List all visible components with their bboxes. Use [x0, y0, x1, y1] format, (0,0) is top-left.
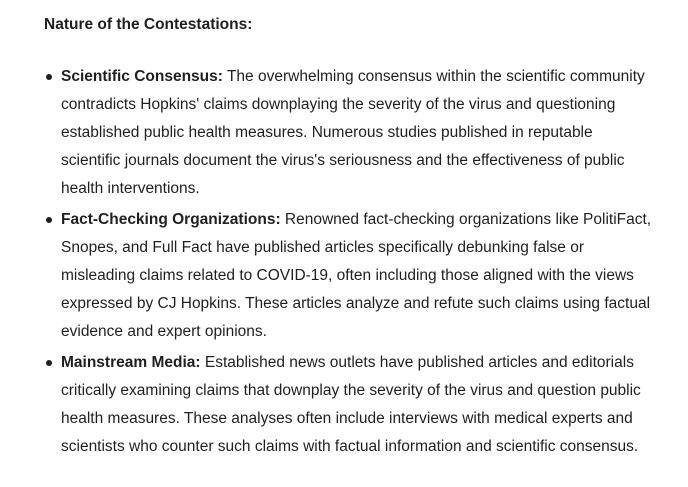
- bullet-list: [44, 63, 688, 461]
- list-item-text: The overwhelming consensus within the scientific community contradicts Hopkins' claims downplaying the severity of the virus and questioning established public health measures. Numerous studies published in reputable scientific journals document the virus's seriousness and the effectiveness of public health interventions.: [61, 68, 645, 197]
- list-item-term: Mainstream Media:: [61, 354, 201, 371]
- bullet-icon: [46, 360, 52, 366]
- bullet-icon: [46, 217, 52, 223]
- list-item-fact-checking: [44, 206, 656, 346]
- list-item-mainstream-media: [44, 349, 656, 461]
- list-item-term: Scientific Consensus:: [61, 68, 223, 85]
- section-heading: Nature of the Contestations:: [44, 16, 253, 33]
- list-item-scientific-consensus: [44, 63, 656, 203]
- list-item-text: Renowned fact-checking organizations like PolitiFact, Snopes, and Full Fact have published articles specifically debunking false or misleading claims related to COVID-19, often including those aligned with the views expressed by CJ Hopkins. These articles analyze and refute such claims using factual evidence and expert opinions.: [61, 211, 652, 340]
- bullet-icon: [46, 74, 52, 80]
- list-item-term: Fact-Checking Organizations:: [61, 211, 281, 228]
- list-item-text: Established news outlets have published articles and editorials critically examining claims that downplay the severity of the virus and question public health measures. These analyses often include interviews with medical experts and scientists who counter such claims with factual information and scientific consensus.: [61, 354, 641, 455]
